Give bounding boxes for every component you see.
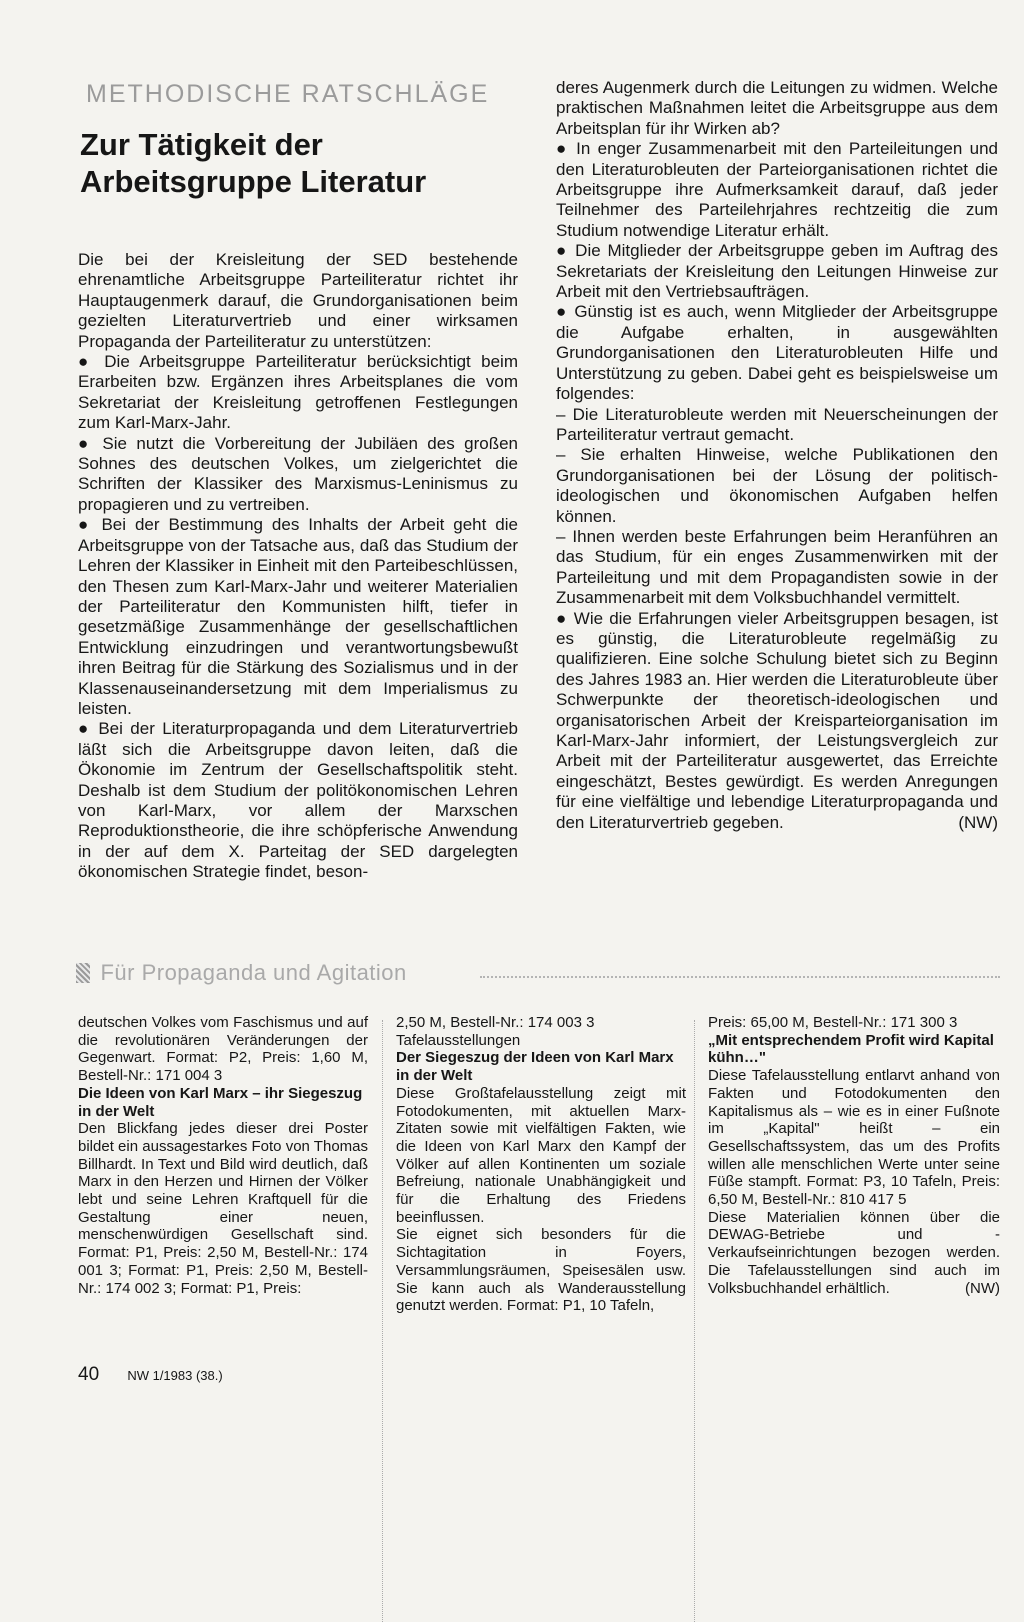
dash-item: – Ihnen werden beste Erfahrungen beim Heranführen an das Studium, für ein enges Zusammenwirken mit der Parteileitung und mit dem Propagandisten sowie in der Zusammenarbeit mit dem Volksbuchhandel vermittelt. <box>556 526 998 608</box>
section-icon <box>76 963 90 983</box>
author-signature: (NW) <box>965 1279 1000 1297</box>
page-number: 40 <box>78 1364 100 1385</box>
item-heading: Der Siegeszug der Ideen von Karl Marx in der Welt <box>396 1049 674 1085</box>
author-signature: (NW) <box>958 812 998 832</box>
paragraph: Den Blickfang jedes dieser drei Poster bildet ein aussagestarkes Foto von Thomas Billhardt. In Text und Bild wird deutlich, daß Marx in den Herzen und Hirnen der Völker lebt und seine Lehren Kraftquell für die Gestaltung einer neuen, menschenwürdigen Gesellschaft sind. Format: P1, Preis: 2,50 M, Bestell-Nr.: 174 001 3; Format: P1, Preis: 2,50 M, Bestell-Nr.: 174 002 3; Format: P1, Preis: <box>78 1120 368 1297</box>
section-band <box>76 960 1000 990</box>
paragraph: deres Augenmerk durch die Leitungen zu widmen. Welche praktischen Maßnahmen leitet die Arbeitsgruppe aus dem Arbeitsplan für ihr Wirken ab? <box>556 78 998 138</box>
paragraph <box>556 609 998 833</box>
paragraph: Preis: 65,00 M, Bestell-Nr.: 171 300 3 <box>708 1014 958 1031</box>
paragraph: Diese Großtafelausstellung zeigt mit Fotodokumenten, mit aktuellen Marx-Zitaten sowie mit vielfältigen Fakten, wie die Ideen von Karl Marx den Kampf der Völker auf allen Kontinenten um soziale Befreiung, nationale Unabhängigkeit und für die Erhaltung des Friedens beeinflussen. <box>396 1084 686 1226</box>
paragraph: ● Günstig ist es auch, wenn Mitglieder der Arbeitsgruppe die Aufgabe erhalten, in ausgewählten Grundorganisationen den Literaturobleuten Hilfe und Unterstützung zu geben. Dabei geht es beispielsweise um folgendes: <box>556 302 998 404</box>
paragraph: Sie eignet sich besonders für die Sichtagitation in Foyers, Versammlungsräumen, Speisesälen usw. Sie kann auch als Wanderausstellung genutzt werden. Format: P1, 10 Tafeln, <box>396 1226 686 1315</box>
section-title: Für Propaganda und Agitation <box>100 960 407 985</box>
bottom-column-3 <box>708 1014 1000 1297</box>
title-line-2: Arbeitsgruppe Literatur <box>80 164 427 199</box>
dash-item: – Sie erhalten Hinweise, welche Publikationen den Grundorganisationen bei der Lösung der politisch-ideologischen und ökonomischen Aufgaben helfen können. <box>556 445 998 526</box>
subsection-label: Tafelausstellungen <box>396 1031 521 1049</box>
paragraph: ● Bei der Literaturpropaganda und dem Literaturvertrieb läßt sich die Arbeitsgruppe davon leiten, daß die Ökonomie im Zentrum der Gesellschaftspolitik steht. Deshalb ist dem Studium der politökonomischen Lehren von Karl-Marx, vor allem der Marxschen Reproduktionstheorie, die ihre schöpferische Anwendung in der auf dem X. Parteitag der SED dargelegten ökonomischen Strategie findet, beson- <box>78 719 518 882</box>
article-column-2 <box>556 78 998 833</box>
paragraph: deutschen Volkes vom Faschismus und auf die revolutionären Veränderungen der Gegenwart. Format: P2, Preis: 1,60 M, Bestell-Nr.: 171 004 3 <box>78 1014 368 1085</box>
bottom-column-1 <box>78 1014 368 1297</box>
kicker: METHODISCHE RATSCHLÄGE <box>86 80 490 108</box>
item-heading: Die Ideen von Karl Marx – ihr Siegeszug in der Welt <box>78 1084 363 1120</box>
bottom-column-2 <box>396 1014 686 1315</box>
item-heading: „Mit entsprechendem Profit wird Kapital kühn…" <box>708 1031 994 1067</box>
paragraph: ● Die Mitglieder der Arbeitsgruppe geben im Auftrag des Sekretariats der Kreisleitung den Leitungen Hinweise zur Arbeit mit den Vertriebsaufträgen. <box>556 241 998 302</box>
paragraph: Diese Tafelausstellung entlarvt anhand von Fakten und Fotodokumenten den Kapitalismus als – wie es in einer Fußnote im „Kapital" heißt – ein Gesellschaftssystem, das um des Profits willen alle menschlichen Werte unter seine Füße stampft. Format: P3, 10 Tafeln, Preis: 6,50 M, Bestell-Nr.: 810 417 5 <box>708 1067 1000 1209</box>
paragraph: ● Sie nutzt die Vorbereitung der Jubiläen des großen Sohnes des deutschen Volkes, um zielgerichtet die Schriften der Klassiker des Marxismus-Leninismus zu propagieren und zu vertreiben. <box>78 434 518 516</box>
paragraph: ● In enger Zusammenarbeit mit den Parteileitungen und den Literaturobleuten der Parteiorganisationen richtet die Arbeitsgruppe ihre Aufmerksamkeit darauf, daß jeder Teilnehmer des Parteilehrjahres rechtzeitig die zum Studium notwendige Literatur erhält. <box>556 139 998 241</box>
page-footer <box>78 1364 223 1386</box>
article-column-1 <box>78 250 518 883</box>
paragraph: Die bei der Kreisleitung der SED bestehende ehrenamtliche Arbeitsgruppe Parteiliteratur richtet ihr Hauptaugenmerk darauf, die Grundorganisationen beim gezielten Literaturvertrieb und einer wirksamen Propaganda der Parteiliteratur zu unterstützen: <box>78 250 518 351</box>
title-line-1: Zur Tätigkeit der <box>80 127 323 162</box>
section-rule <box>480 976 1000 978</box>
dash-item: – Die Literaturobleute werden mit Neuerscheinungen der Parteiliteratur vertraut gemacht. <box>556 404 998 444</box>
paragraph-text: Diese Materialien können über die DEWAG-Betriebe und -Verkaufseinrichtungen bezogen werden. Die Tafelausstellungen sind auch im Volksbuchhandel erhältlich. <box>708 1208 1000 1297</box>
paragraph: 2,50 M, Bestell-Nr.: 174 003 3 <box>396 1014 595 1031</box>
paragraph: ● Bei der Bestimmung des Inhalts der Arbeit geht die Arbeitsgruppe von der Tatsache aus, daß das Studium der Lehren der Klassiker in Einheit mit den Parteibeschlüssen, den Thesen zum Karl-Marx-Jahr und weiterer Materialien der Parteiliteratur den Kommunisten hilft, tiefer in gesetzmäßige Zusammenhänge der gesellschaftlichen Entwicklung einzudringen und verantwortungsbewußt ihren Beitrag für die Stärkung des Sozialismus und in der Klassenauseinandersetzung mit dem Imperialismus zu leisten. <box>78 515 518 719</box>
article-title <box>80 126 540 200</box>
paragraph-text: Wie die Erfahrungen vieler Arbeitsgruppen besagen, ist es günstig, die Literaturobleute regelmäßig zu qualifizieren. Eine solche Schulung bietet sich zu Beginn des Jahres 1983 an. Hier werden die Literaturobleute über Schwerpunkte der theoretisch-ideologischen und organisatorischen Arbeit der Kreisparteiorganisation im Karl-Marx-Jahr informiert, der Leistungsvergleich zur Arbeit mit der Parteiliteratur ausgewertet, das Erreichte eingeschätzt, Bestes gewürdigt. Es werden Anregungen für eine vielfältige und lebendige Literaturpropaganda und den Literaturvertrieb gegeben. <box>556 608 998 832</box>
paragraph <box>708 1209 1000 1298</box>
issue-label: NW 1/1983 (38.) <box>127 1368 223 1383</box>
paragraph: ● Die Arbeitsgruppe Parteiliteratur berücksichtigt beim Erarbeiten bzw. Ergänzen ihres Arbeitsplanes die vom Sekretariat der Kreisleitung getroffenen Festlegungen zum Karl-Marx-Jahr. <box>78 352 518 434</box>
